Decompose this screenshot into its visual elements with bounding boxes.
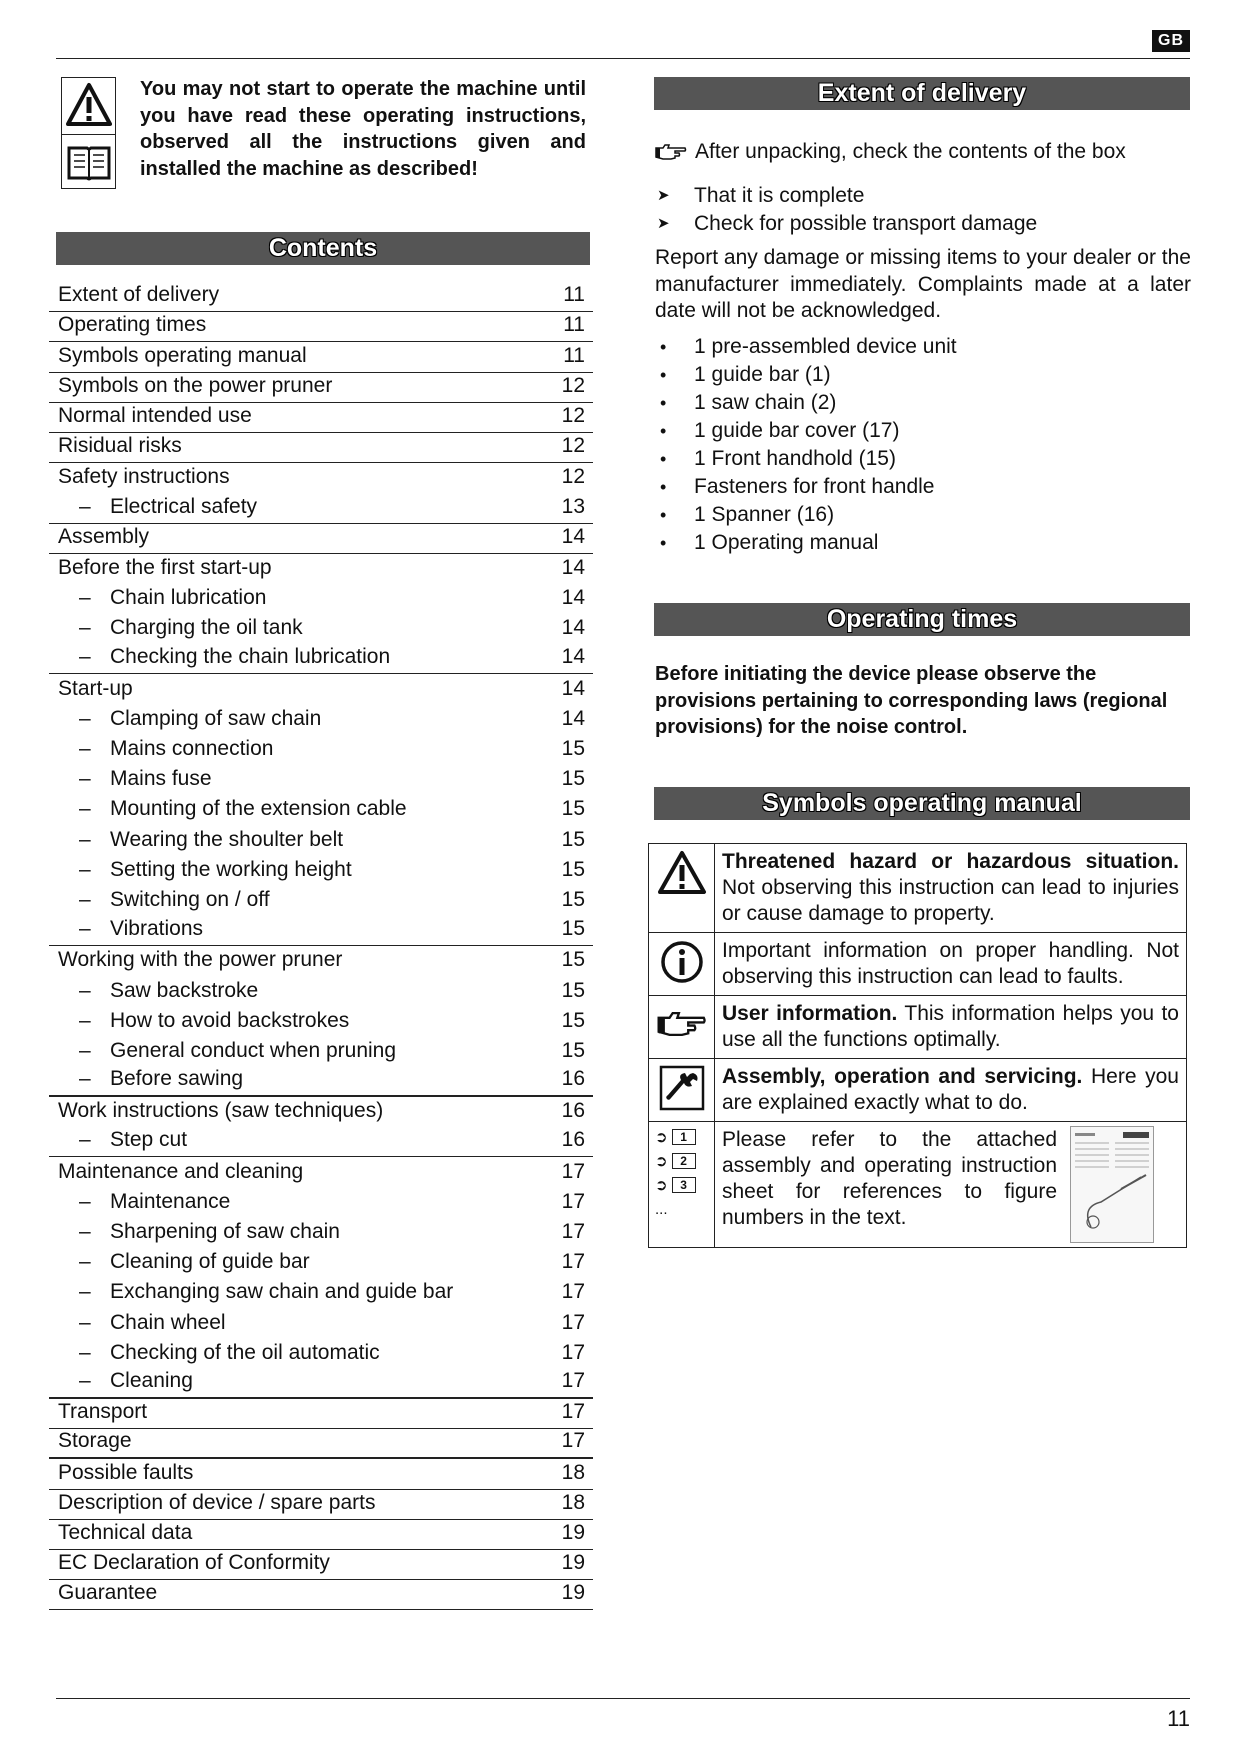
pointing-hand-icon <box>657 1010 707 1038</box>
symbol-row-info <box>649 933 1186 996</box>
wrench-icon <box>659 1065 705 1111</box>
toc-item <box>49 1490 593 1520</box>
warning-triangle-icon <box>66 82 112 128</box>
toc-label: Checking of the oil automatic <box>110 1340 380 1364</box>
figure-ref-list <box>649 1122 696 1220</box>
symbol-row-figure-ref <box>649 1122 1186 1248</box>
toc-label: How to avoid backstrokes <box>110 1008 350 1032</box>
check-item <box>655 210 1195 238</box>
delivery-item-text: 1 saw chain (2) <box>694 391 837 414</box>
toc-page: 11 <box>563 283 585 307</box>
toc-subitem <box>49 705 593 735</box>
toc-item <box>49 433 593 463</box>
figure-ref-content <box>715 1122 1186 1247</box>
symbols-manual-heading: Symbols operating manual <box>654 787 1190 820</box>
toc-page: 11 <box>563 313 585 337</box>
toc-label: Switching on / off <box>110 887 270 911</box>
toc-page: 17 <box>561 1159 585 1183</box>
toc-subitem <box>49 1278 593 1308</box>
toc-page: 15 <box>561 948 585 972</box>
toc-label: Risidual risks <box>58 434 182 458</box>
toc-label: Guarantee <box>58 1581 158 1605</box>
toc-page: 19 <box>561 1520 585 1544</box>
bullet-icon: • <box>660 421 667 441</box>
toc-subitem <box>49 1218 593 1248</box>
toc-item <box>49 1550 593 1580</box>
page-number: 11 <box>1167 1706 1190 1731</box>
toc-subitem <box>49 1188 593 1218</box>
toc-dash: – <box>79 857 91 881</box>
figure-ref-ellipsis: ... <box>655 1200 668 1218</box>
toc-label: Electrical safety <box>110 494 258 518</box>
toc-page: 16 <box>561 1128 585 1152</box>
toc-dash: – <box>79 917 91 941</box>
delivery-item-text: 1 Operating manual <box>694 531 879 554</box>
toc-page: 15 <box>561 857 585 881</box>
toc-item <box>49 524 593 554</box>
delivery-item <box>655 445 1195 473</box>
toc-subitem <box>49 825 593 855</box>
delivery-item <box>655 389 1195 417</box>
warning-icons-box <box>61 77 116 189</box>
symbol-row-hazard <box>649 844 1186 933</box>
toc-dash: – <box>79 645 91 669</box>
toc-label: Possible faults <box>58 1460 194 1484</box>
toc-label: Symbols on the power pruner <box>58 373 333 397</box>
toc-dash: – <box>79 1310 91 1334</box>
toc-page: 17 <box>561 1250 585 1274</box>
toc-dash: – <box>79 586 91 610</box>
toc-page: 15 <box>561 978 585 1002</box>
toc-page: 13 <box>561 494 585 518</box>
toc-label: Technical data <box>58 1520 193 1544</box>
toc-subitem <box>49 614 593 644</box>
info-circle-icon <box>659 939 705 985</box>
toc-dash: – <box>79 887 91 911</box>
toc-label: Saw backstroke <box>110 978 259 1002</box>
toc-label: Step cut <box>110 1128 188 1152</box>
toc-page: 17 <box>561 1220 585 1243</box>
toc-page: 11 <box>563 343 585 367</box>
manual-book-icon <box>66 140 112 184</box>
language-badge: GB <box>1152 30 1190 52</box>
check-item-text: That it is complete <box>694 184 865 207</box>
symbol-cell <box>649 844 715 932</box>
check-item <box>655 182 1195 210</box>
toc-dash: – <box>79 767 91 791</box>
toc-label: Sharpening of saw chain <box>110 1220 340 1243</box>
bullet-icon: • <box>660 365 667 385</box>
toc-label: Setting the working height <box>110 857 352 881</box>
toc-page: 16 <box>561 1099 585 1123</box>
delivery-item-text: 1 guide bar cover (17) <box>694 419 900 442</box>
toc-label: Before the first start-up <box>58 555 272 579</box>
toc-dash: – <box>79 1067 91 1091</box>
toc-label: Extent of delivery <box>58 283 220 307</box>
toc-page: 17 <box>561 1400 585 1424</box>
toc-item <box>49 403 593 433</box>
contents-heading: Contents <box>56 232 590 265</box>
delivery-item <box>655 361 1195 389</box>
toc-dash: – <box>79 1008 91 1032</box>
curved-arrow-icon: ➲ <box>655 1129 668 1146</box>
toc-page: 18 <box>561 1460 585 1484</box>
toc-subitem <box>49 886 593 916</box>
toc-label: Storage <box>58 1429 132 1453</box>
toc-page: 12 <box>561 373 585 397</box>
toc-label: EC Declaration of Conformity <box>58 1551 330 1575</box>
toc-label: Vibrations <box>110 917 204 941</box>
toc-dash: – <box>79 1340 91 1364</box>
bullet-icon: • <box>660 449 667 469</box>
toc-page: 15 <box>561 797 585 821</box>
toc-dash: – <box>79 1038 91 1062</box>
toc-label: Maintenance <box>110 1189 231 1213</box>
toc-page: 18 <box>561 1490 585 1514</box>
bullet-icon: • <box>660 337 667 357</box>
toc-dash: – <box>79 1280 91 1304</box>
toc-page: 15 <box>561 767 585 791</box>
toc-page: 15 <box>561 827 585 851</box>
toc-page: 12 <box>561 465 585 489</box>
toc-page: 17 <box>561 1310 585 1334</box>
toc-label: Mains connection <box>110 737 274 760</box>
toc-dash: – <box>79 1368 91 1392</box>
figure-ref-3: ➲ 3 <box>655 1174 696 1196</box>
delivery-item <box>655 417 1195 445</box>
toc-label: Before sawing <box>110 1067 244 1091</box>
toc-subitem <box>49 976 593 1006</box>
header-rule <box>56 58 1190 59</box>
toc-dash: – <box>79 797 91 821</box>
toc-item <box>49 554 593 584</box>
toc-label: Chain wheel <box>110 1310 226 1334</box>
bullet-icon: • <box>660 533 667 553</box>
toc-label: Maintenance and cleaning <box>58 1159 304 1183</box>
check-item-text: Check for possible transport damage <box>694 212 1038 235</box>
toc-subitem <box>49 493 593 523</box>
toc-subitem <box>49 795 593 825</box>
unpack-note-text: After unpacking, check the contents of the box <box>695 140 1126 163</box>
toc-label: Cleaning <box>110 1368 193 1392</box>
toc-dash: – <box>79 494 91 518</box>
toc-label: Normal intended use <box>58 403 252 427</box>
toc-item <box>49 1399 593 1429</box>
operating-times-text: Before initiating the device please observe the provisions pertaining to corresponding laws (regional provisions) for the noise control. <box>655 663 1168 738</box>
symbols-table <box>648 843 1187 1248</box>
toc-page: 19 <box>561 1581 585 1605</box>
symbol-assembly-text: Assembly, operation and servicing. Here you are explained exactly what to do. <box>722 1065 1179 1114</box>
toc-item <box>49 1580 593 1610</box>
symbol-hazard-text: Threatened hazard or hazardous situation. Not observing this instruction can lead to injuries or cause damage to property. <box>722 850 1179 925</box>
toc-subitem <box>49 584 593 614</box>
toc-subitem <box>49 916 593 946</box>
toc-label: Checking the chain lubrication <box>110 645 391 669</box>
toc-page: 19 <box>561 1551 585 1575</box>
toc-item <box>49 1459 593 1489</box>
table-of-contents <box>49 282 593 1610</box>
toc-page: 15 <box>561 917 585 941</box>
delivery-item-text: Fasteners for front handle <box>694 475 935 498</box>
toc-page: 17 <box>561 1340 585 1364</box>
delivery-item <box>655 333 1195 361</box>
delivery-item-text: 1 Spanner (16) <box>694 503 835 526</box>
toc-label: Operating times <box>58 313 207 337</box>
arrow-bullet-icon: ➤ <box>657 215 670 232</box>
toc-label: Clamping of saw chain <box>110 706 322 730</box>
toc-page: 17 <box>561 1429 585 1453</box>
delivery-item-text: 1 guide bar (1) <box>694 363 831 386</box>
toc-page: 15 <box>561 737 585 760</box>
toc-dash: – <box>79 737 91 760</box>
symbol-cell <box>649 1059 715 1121</box>
symbol-user-info-text: User information. This information helps you to use all the functions optimally. <box>722 1002 1179 1051</box>
extent-of-delivery-heading: Extent of delivery <box>654 77 1190 110</box>
toc-item <box>49 312 593 342</box>
toc-label: Mains fuse <box>110 767 212 791</box>
toc-label: Work instructions (saw techniques) <box>58 1099 384 1123</box>
toc-dash: – <box>79 1250 91 1274</box>
toc-item <box>49 342 593 372</box>
toc-label: Assembly <box>58 524 150 548</box>
symbol-info-text: Important information on proper handling. Not observing this instruction can lead to faults. <box>722 939 1179 988</box>
operating-times-heading: Operating times <box>654 603 1190 636</box>
toc-dash: – <box>79 978 91 1002</box>
toc-page: 15 <box>561 887 585 911</box>
bullet-icon: • <box>660 505 667 525</box>
toc-label: Charging the oil tank <box>110 616 303 640</box>
toc-page: 12 <box>561 403 585 427</box>
toc-item <box>49 1429 593 1459</box>
toc-page: 16 <box>561 1067 585 1091</box>
toc-dash: – <box>79 1220 91 1243</box>
delivery-item <box>655 529 1195 557</box>
toc-subitem <box>49 1339 593 1369</box>
toc-item <box>49 674 593 704</box>
delivery-item <box>655 473 1195 501</box>
toc-subitem <box>49 1037 593 1067</box>
toc-page: 14 <box>561 524 585 548</box>
toc-subitem <box>49 765 593 795</box>
toc-page: 17 <box>561 1280 585 1304</box>
toc-page: 12 <box>561 434 585 458</box>
toc-page: 15 <box>561 1008 585 1032</box>
delivery-item <box>655 501 1195 529</box>
toc-subitem <box>49 1007 593 1037</box>
toc-subitem <box>49 856 593 886</box>
toc-page: 14 <box>561 616 585 640</box>
delivery-item-text: 1 pre-assembled device unit <box>694 335 957 358</box>
toc-item <box>49 1157 593 1187</box>
delivery-items-list <box>655 333 1195 557</box>
pointing-hand-icon <box>655 143 687 161</box>
toc-label: Transport <box>58 1400 148 1424</box>
symbol-cell <box>649 933 715 995</box>
bullet-icon: • <box>660 477 667 497</box>
toc-item <box>49 463 593 493</box>
report-damage-text: Report any damage or missing items to your dealer or the manufacturer immediately. Complaints made at a later date will not be acknowledged. <box>655 246 1191 322</box>
toc-label: Description of device / spare parts <box>58 1490 376 1514</box>
toc-page: 17 <box>561 1368 585 1392</box>
toc-item <box>49 946 593 976</box>
toc-subitem <box>49 1248 593 1278</box>
symbol-row-user-info <box>649 996 1186 1059</box>
delivery-check-list <box>655 182 1195 238</box>
toc-page: 14 <box>561 706 585 730</box>
curved-arrow-icon: ➲ <box>655 1177 668 1194</box>
toc-subitem <box>49 1308 593 1338</box>
toc-page: 14 <box>561 555 585 579</box>
toc-dash: – <box>79 1128 91 1152</box>
toc-label: Safety instructions <box>58 465 230 489</box>
toc-item <box>49 282 593 312</box>
footer-rule <box>56 1698 1190 1699</box>
figure-ref-2: ➲ 2 <box>655 1150 696 1172</box>
read-instructions-warning: You may not start to operate the machine until you have read these operating instructions, observed all the instructions given and installed the machine as described! <box>140 78 586 180</box>
toc-dash: – <box>79 827 91 851</box>
symbol-cell <box>649 1122 715 1247</box>
toc-page: 15 <box>561 1038 585 1062</box>
figure-ref-text: Please refer to the attached assembly and operating instruction sheet for references to figure numbers in the text. <box>722 1128 1057 1229</box>
delivery-item-text: 1 Front handhold (15) <box>694 447 896 470</box>
toc-dash: – <box>79 616 91 640</box>
toc-item <box>49 373 593 403</box>
toc-item <box>49 1097 593 1127</box>
toc-label: Working with the power pruner <box>58 948 343 972</box>
toc-label: Mounting of the extension cable <box>110 797 407 821</box>
toc-label: Start-up <box>58 676 133 700</box>
symbol-cell <box>649 996 715 1058</box>
toc-subitem <box>49 1369 593 1399</box>
toc-label: General conduct when pruning <box>110 1038 397 1062</box>
toc-page: 14 <box>561 645 585 669</box>
toc-subitem <box>49 1127 593 1157</box>
symbol-row-assembly <box>649 1059 1186 1122</box>
toc-page: 14 <box>561 676 585 700</box>
unpack-note <box>655 140 1195 164</box>
toc-page: 17 <box>561 1189 585 1213</box>
toc-dash: – <box>79 1189 91 1213</box>
arrow-bullet-icon: ➤ <box>657 187 670 204</box>
toc-dash: – <box>79 706 91 730</box>
bullet-icon: • <box>660 393 667 413</box>
figure-ref-1: ➲ 1 <box>655 1126 696 1148</box>
toc-subitem <box>49 644 593 674</box>
toc-label: Chain lubrication <box>110 586 267 610</box>
toc-page: 14 <box>561 586 585 610</box>
toc-subitem <box>49 735 593 765</box>
curved-arrow-icon: ➲ <box>655 1153 668 1170</box>
warning-triangle-icon <box>657 850 707 896</box>
instruction-sheet-thumbnail <box>1070 1126 1154 1243</box>
toc-label: Exchanging saw chain and guide bar <box>110 1280 454 1304</box>
toc-subitem <box>49 1067 593 1097</box>
toc-label: Cleaning of guide bar <box>110 1250 310 1274</box>
toc-label: Symbols operating manual <box>58 343 307 367</box>
toc-label: Wearing the shoulter belt <box>110 827 344 851</box>
toc-item <box>49 1520 593 1550</box>
